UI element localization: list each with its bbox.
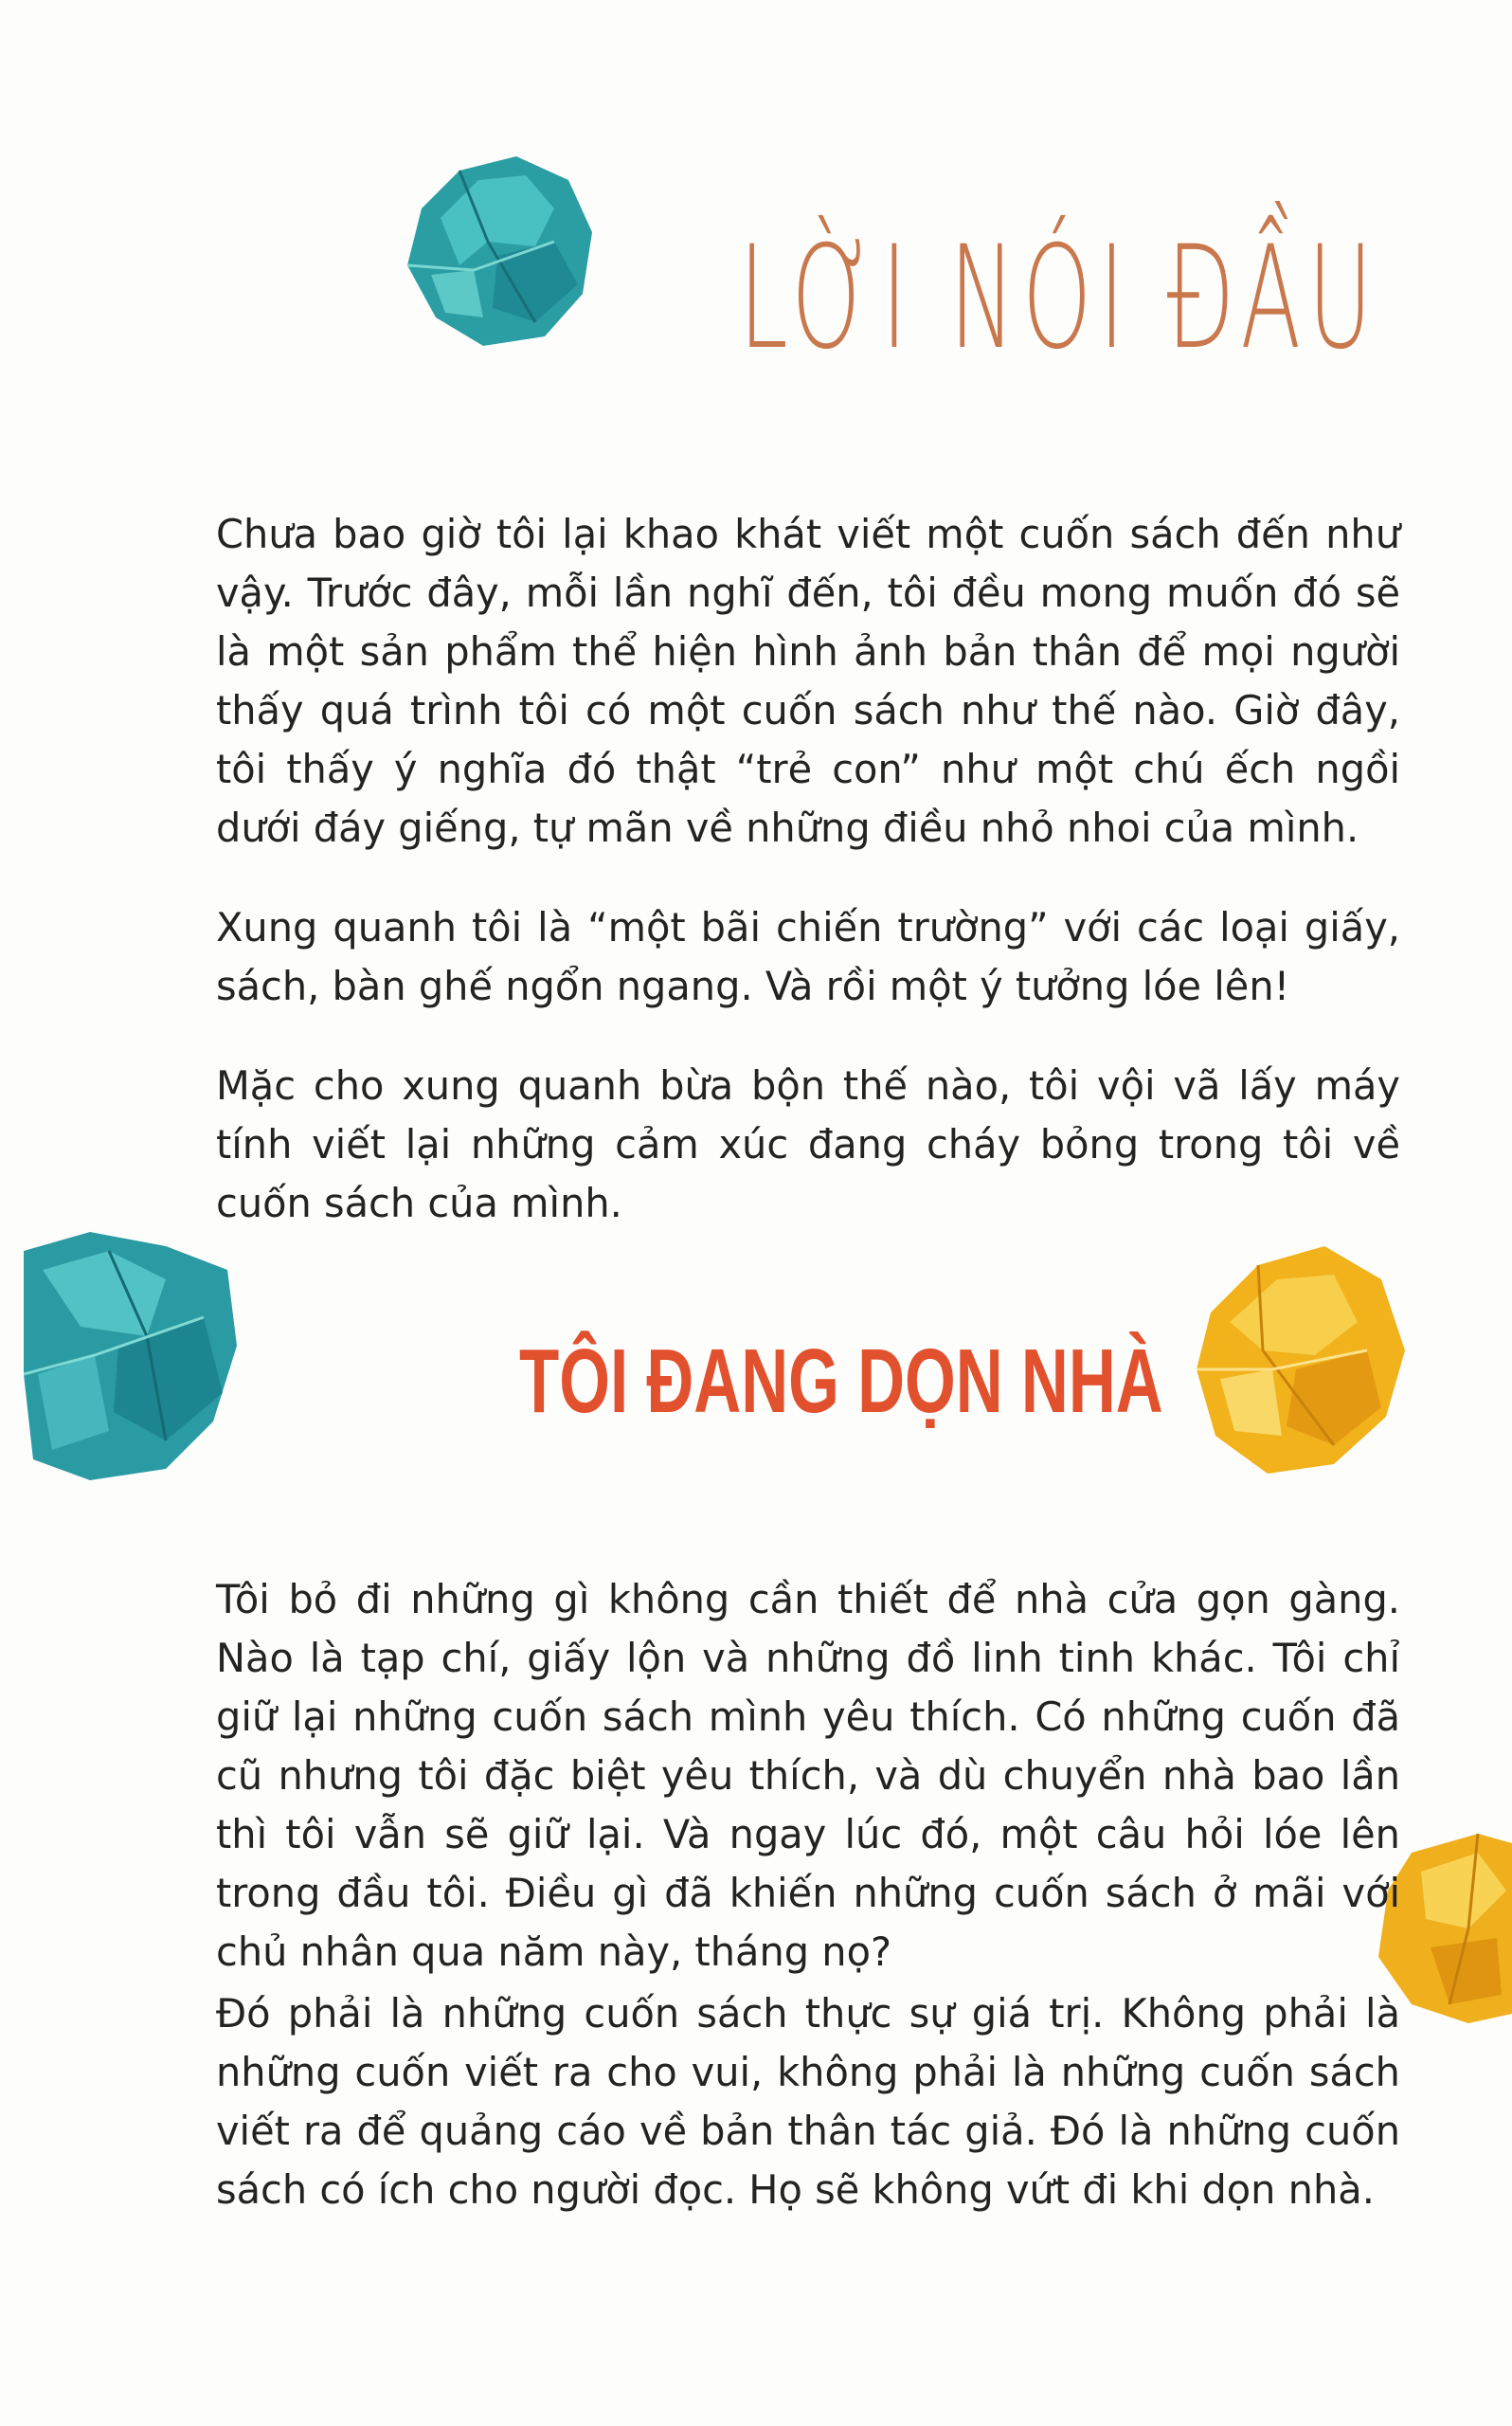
paragraph-preface-3: Mặc cho xung quanh bừa bộn thế nào, tôi vội vã lấy máy tính viết lại những cảm xúc đang cháy bỏng trong tôi về cuốn sách của mình. [216,1062,1400,1226]
crumpled-yellow-paper-icon [1192,1246,1405,1478]
paragraph-cleaning-1: Tôi bỏ đi những gì không cần thiết để nhà cửa gọn gàng. Nào là tạp chí, giấy lộn và những đồ linh tinh khác. Tôi chỉ giữ lại những cuốn sách mình yêu thích. Có những cuốn đã cũ nhưng tôi đặc biệt yêu thích, và dù chuyển nhà bao lần thì tôi vẫn sẽ giữ lại. Và ngay lúc đó, một câu hỏi lóe lên trong đầu tôi. Điều gì đã khiến những cuốn sách ở mãi với chủ nhân qua năm này, tháng nọ? [216,1576,1400,1975]
paragraph-preface-1: Chưa bao giờ tôi lại khao khát viết một cuốn sách đến như vậy. Trước đây, mỗi lần nghĩ đến, tôi đều mong muốn đó sẽ là một sản phẩm thể hiện hình ảnh bản thân để mọi người thấy quá trình tôi có một cuốn sách như thế nào. Giờ đây, tôi thấy ý nghĩa đó thật “trẻ con” như một chú ếch ngồi dưới đáy giếng, tự mãn về những điều nhỏ nhoi của mình. [216,511,1400,851]
section-title-cleaning-house: TÔI ĐANG DỌN NHÀ [519,1331,1163,1432]
crumpled-teal-paper-icon [393,152,602,351]
paragraph-cleaning-2: Đó phải là những cuốn sách thực sự giá trị. Không phải là những cuốn viết ra cho vui, không phải là những cuốn sách viết ra để quảng cáo về bản thân tác giả. Đó là những cuốn sách có ích cho người đọc. Họ sẽ không vứt đi khi dọn nhà. [216,1990,1400,2213]
crumpled-teal-paper-icon [24,1232,237,1483]
section-title-preface: LỜI NÓI ĐẦU [739,216,1380,381]
paragraph-preface-2: Xung quanh tôi là “một bãi chiến trường” với các loại giấy, sách, bàn ghế ngổn ngang. Và rồi một ý tưởng lóe lên! [216,904,1400,1009]
